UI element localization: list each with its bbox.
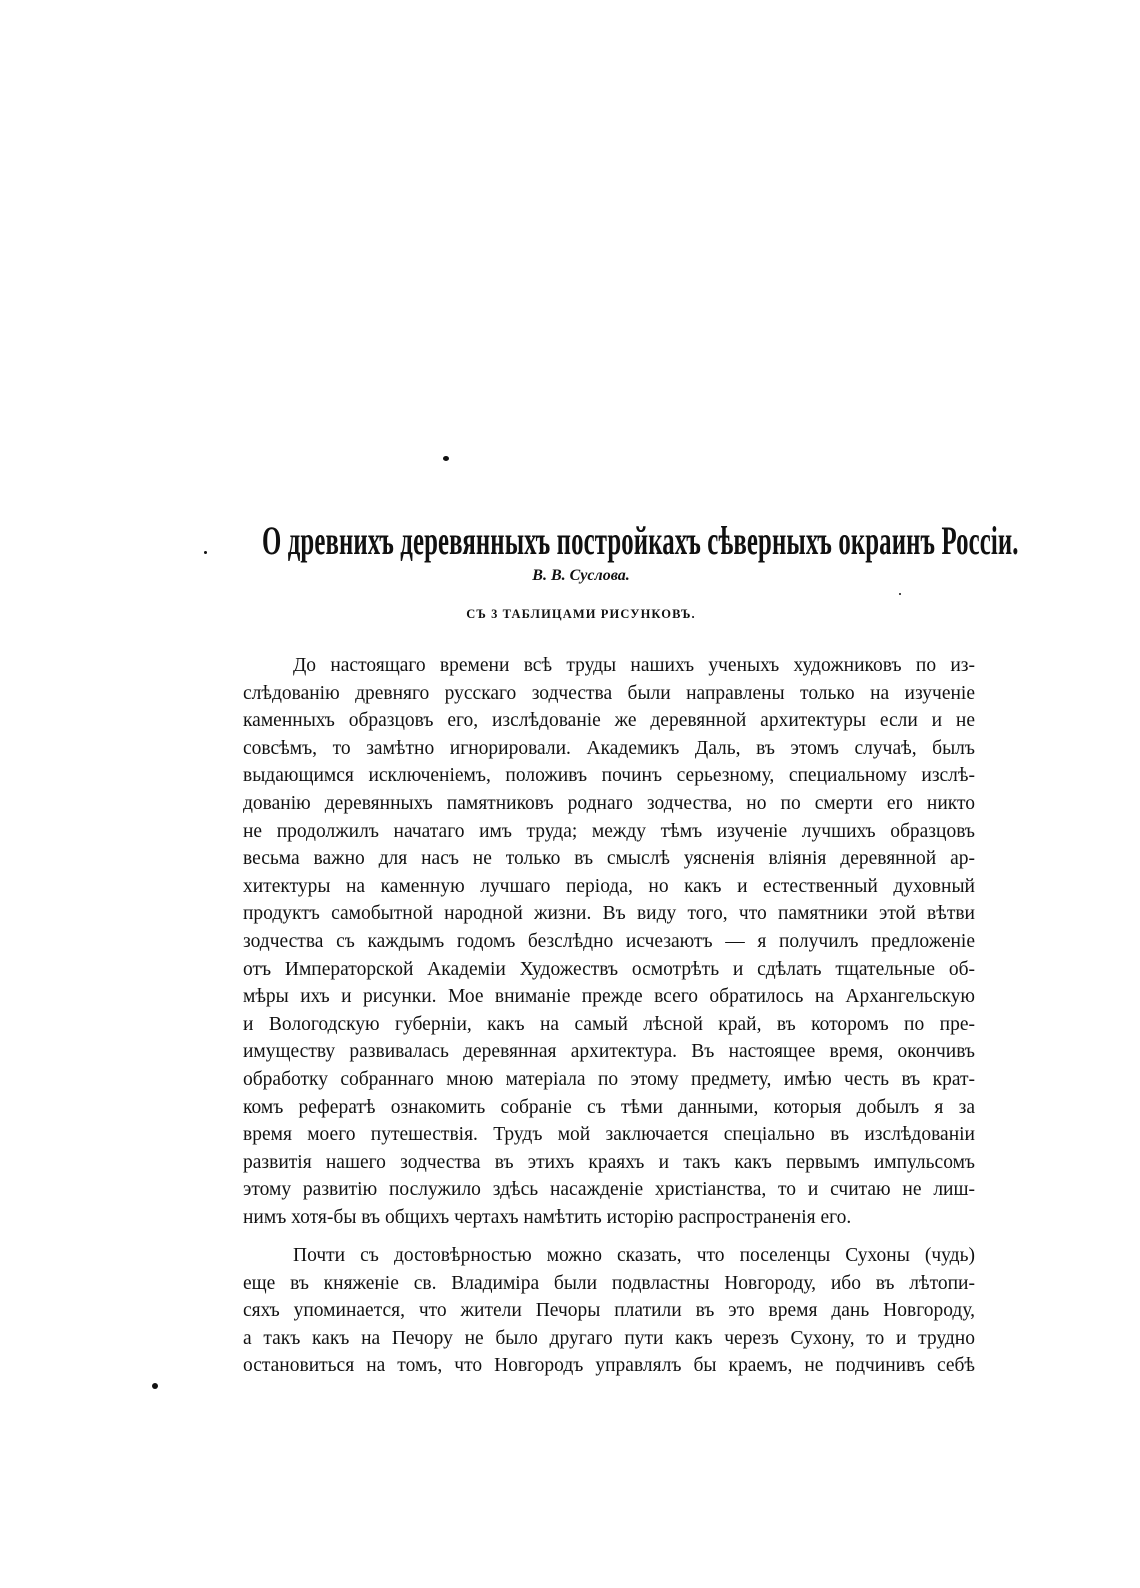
paragraph-2 bbox=[243, 1242, 975, 1380]
text-line: каменныхъ образцовъ его, изслѣдованіе же деревянной архитектуры если и не bbox=[243, 710, 975, 732]
article-subtitle: СЪ 3 ТАБЛИЦАМИ РИСУНКОВЪ. bbox=[466, 607, 696, 621]
text-line: отъ Императорской Академіи Художествъ осмотрѣть и сдѣлать тщательные об- bbox=[243, 958, 975, 980]
text-line: дованію деревянныхъ памятниковъ роднаго зодчества, но по смерти его никто bbox=[243, 792, 975, 814]
text-line: хитектуры на каменную лучшаго періода, но какъ и естественный духовный bbox=[243, 875, 975, 897]
text-line: зодчества съ каждымъ годомъ безслѣдно исчезаютъ — я получилъ предложеніе bbox=[243, 930, 975, 952]
text-line: и Вологодскую губерніи, какъ на самый лѣсной край, въ которомъ по пре- bbox=[243, 1013, 975, 1035]
text-line: совсѣмъ, то замѣтно игнорировали. Академикъ Даль, въ этомъ случаѣ, былъ bbox=[243, 737, 975, 759]
text-line: обработку собраннаго мною матеріала по этому предмету, имѣю честь въ крат- bbox=[243, 1068, 975, 1090]
print-speck bbox=[204, 551, 207, 554]
text-line: слѣдованію древняго русскаго зодчества были направлены только на изученіе bbox=[243, 682, 975, 704]
text-line: не продолжилъ начатаго имъ труда; между тѣмъ изученіе лучшихъ образцовъ bbox=[243, 820, 975, 842]
print-speck bbox=[152, 1383, 158, 1389]
text-line: выдающимся исключеніемъ, положивъ починъ серьезному, специальному изслѣ- bbox=[243, 765, 975, 787]
text-line: а такъ какъ на Печору не было другаго пути какъ черезъ Сухону, то и трудно bbox=[243, 1327, 975, 1349]
text-line: мѣры ихъ и рисунки. Мое вниманіе прежде всего обратилось на Архангельскую bbox=[243, 986, 975, 1008]
article-title: О древнихъ деревянныхъ постройкахъ сѣверныхъ окраинъ Россіи. bbox=[262, 518, 1019, 563]
paragraph-1 bbox=[243, 652, 975, 1231]
text-line: нимъ хотя-бы въ общихъ чертахъ намѣтить исторію распространенія его. bbox=[243, 1206, 852, 1228]
text-line: имуществу развивалась деревянная архитектура. Въ настоящее время, окончивъ bbox=[243, 1041, 975, 1063]
text-line: развитія нашего зодчества въ этихъ краяхъ и такъ какъ первымъ импульсомъ bbox=[243, 1151, 975, 1173]
print-speck bbox=[443, 456, 449, 461]
text-line: комъ рефератѣ ознакомить собраніе съ тѣми данными, которыя добылъ я за bbox=[243, 1096, 975, 1118]
text-line: время моего путешествія. Трудъ мой заключается спеціально въ изслѣдованіи bbox=[243, 1124, 975, 1146]
print-speck bbox=[899, 593, 901, 595]
text-line: продуктъ самобытной народной жизни. Въ виду того, что памятники этой вѣтви bbox=[243, 903, 975, 925]
text-line: еще въ княженіе св. Владиміра были подвластны Новгороду, ибо въ лѣтопи- bbox=[243, 1272, 975, 1294]
text-line: этому развитію послужило здѣсь насажденіе христіанства, то и считаю не лиш- bbox=[243, 1179, 975, 1201]
text-line: До настоящаго времени всѣ труды нашихъ ученыхъ художниковъ по из- bbox=[293, 655, 975, 676]
article-author: В. В. Суслова. bbox=[532, 567, 630, 584]
text-line: остановиться на томъ, что Новгородъ управлялъ бы краемъ, не подчинивъ себѣ bbox=[243, 1355, 975, 1377]
text-line: Почти съ достовѣрностью можно сказать, что поселенцы Сухоны (чудь) bbox=[293, 1245, 975, 1266]
text-line: сяхъ упоминается, что жители Печоры платили въ это время дань Новгороду, bbox=[243, 1300, 975, 1322]
text-line: весьма важно для насъ не только въ смыслѣ уясненія вліянія деревянной ар- bbox=[243, 848, 975, 870]
